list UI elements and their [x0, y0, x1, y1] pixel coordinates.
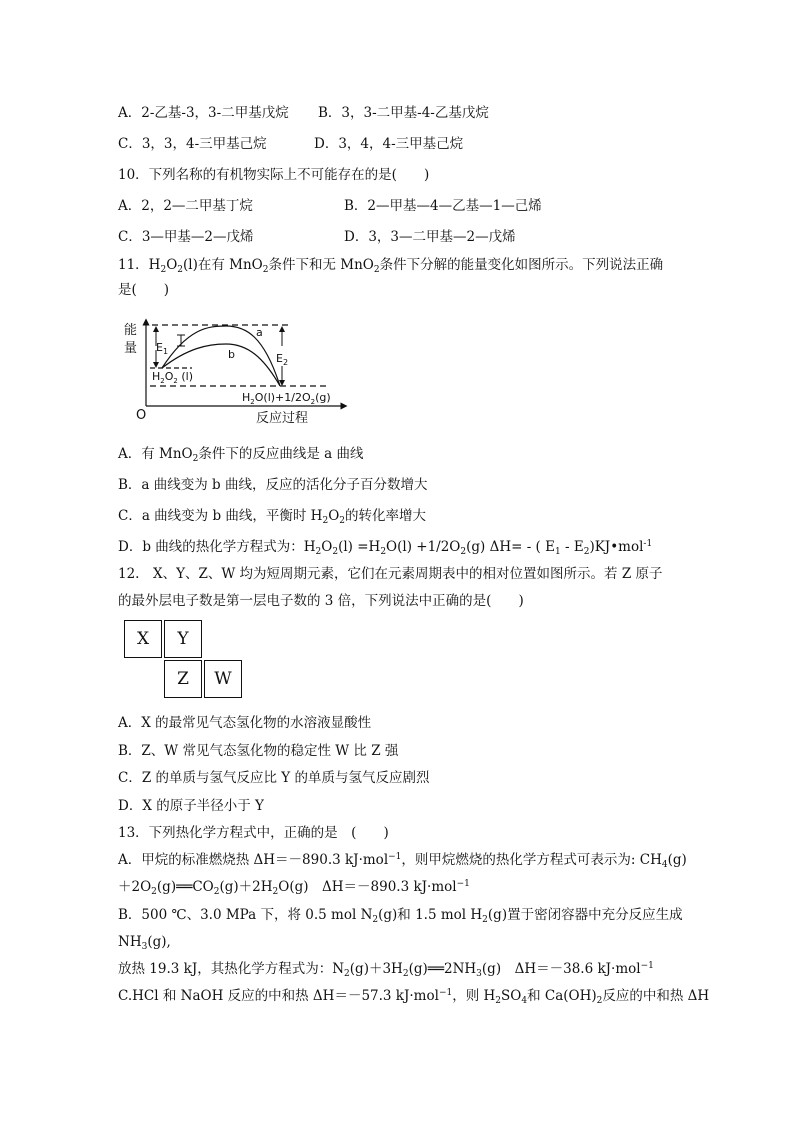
- cell-z: Z: [164, 660, 202, 698]
- y-label-1: 能: [124, 323, 138, 338]
- q13-stem: 13．下列热化学方程式中，正确的是 ( ): [118, 825, 389, 841]
- q9-option-c: C．3，3，4-三甲基己烷: [118, 136, 267, 152]
- q9-option-a: A．2-乙基-3，3-二甲基戊烷: [118, 105, 289, 121]
- q10-stem: 10．下列名称的有机物实际上不可能存在的是( ): [118, 167, 430, 183]
- q13-option-b-line2: $NH_3(g)$,: [118, 934, 171, 952]
- q11-option-a: A．有 MnO$_2$条件下的反应曲线是 a 曲线: [118, 446, 364, 464]
- energy-diagram: [118, 318, 348, 430]
- q11-stem-line2: 是( ): [118, 282, 170, 298]
- q13-option-a-line1: A．甲烷的标准燃烧热 ΔH＝－890.3 kJ·mol$^{-1}$，则甲烷燃烧的热化学方程式可表示为: $CH_4(g)$: [118, 852, 687, 870]
- q11-option-d: D．b 曲线的热化学方程式为：$H_2O_2(l) =H_2O(l) +1/2O_2(g)$ ΔH= - ( $E_1$ - $E_2)KJ•mol^{-1}$: [118, 539, 653, 557]
- q13-option-c: C.HCl 和 NaOH 反应的中和热 ΔH＝－57.3 kJ·mol$^{-1}$，则 $H_2SO_4$和 $Ca(OH)_2$反应的中和热 ΔH: [118, 988, 710, 1006]
- q12-option-c: C．Z 的单质与氢气反应比 Y 的单质与氢气反应剧烈: [118, 770, 430, 786]
- q10-option-a: A．2，2—二甲基丁烷: [118, 198, 253, 214]
- y-label-2: 量: [124, 341, 138, 356]
- q11-option-b: B．a 曲线变为 b 曲线，反应的活化分子百分数增大: [118, 477, 428, 493]
- q13-option-b-line1: B．500 ℃、3.0 MPa 下，将 0.5 mol $N_2(g)$和 1.5 mol $H_2(g)$置于密闭容器中充分反应生成: [118, 907, 683, 925]
- cell-y: Y: [164, 620, 202, 658]
- e2-label: $E_2$: [276, 352, 289, 367]
- origin-label: O: [136, 408, 147, 423]
- curve-a-label: a: [256, 326, 263, 339]
- q12-option-d: D．X 的原子半径小于 Y: [118, 798, 264, 814]
- q10-option-c: C．3—甲基—2—戊烯: [118, 229, 254, 245]
- reactant-label: $H_2O_2$ (l): [152, 370, 194, 385]
- q11-stem-line1: 11．$H_2O_2(l)$在有 MnO$_2$条件下和无 MnO$_2$条件下分解的能量变化如图所示。下列说法正确: [118, 257, 664, 275]
- cell-x: X: [124, 620, 162, 658]
- q9-option-b: B．3，3-二甲基-4-乙基戊烷: [318, 105, 489, 121]
- energy-diagram-svg: [118, 318, 348, 430]
- q13-option-a-line2: $+2O_2(g)══CO_2(g)+2H_2O(g)$ ΔH＝－890.3 kJ·mol$^{-1}$: [118, 879, 470, 897]
- q10-option-b: B．2—甲基—4—乙基—1—己烯: [344, 198, 542, 214]
- q12-stem-line1: 12. X、Y、Z、W 均为短周期元素，它们在元素周期表中的相对位置如图所示。若 Z 原子: [118, 566, 663, 582]
- e1-label: $E_1$: [156, 341, 169, 356]
- q12-option-b: B．Z、W 常见气态氢化物的稳定性 W 比 Z 强: [118, 743, 399, 759]
- q10-option-d: D．3，3—二甲基—2—戊烯: [344, 229, 516, 245]
- q11-option-c: C．a 曲线变为 b 曲线，平衡时 $H_2O_2$的转化率增大: [118, 508, 427, 526]
- x-axis-label: 反应过程: [256, 411, 309, 426]
- product-label: $H_2O(l)+1/2O_2(g)$: [242, 391, 331, 406]
- q9-option-d: D．3，4，4-三甲基己烷: [314, 136, 464, 152]
- q12-option-a: A．X 的最常见气态氢化物的水溶液显酸性: [118, 715, 372, 731]
- q12-stem-line2: 的最外层电子数是第一层电子数的 3 倍，下列说法中正确的是( ): [118, 593, 524, 609]
- curve-b-label: b: [228, 348, 235, 361]
- q13-option-b-line3: 放热 19.3 kJ，其热化学方程式为：$N_2(g)+3H_2(g)══2NH_3(g)$ ΔH＝－38.6 kJ·mol$^{-1}$: [118, 961, 654, 979]
- cell-w: W: [204, 660, 242, 698]
